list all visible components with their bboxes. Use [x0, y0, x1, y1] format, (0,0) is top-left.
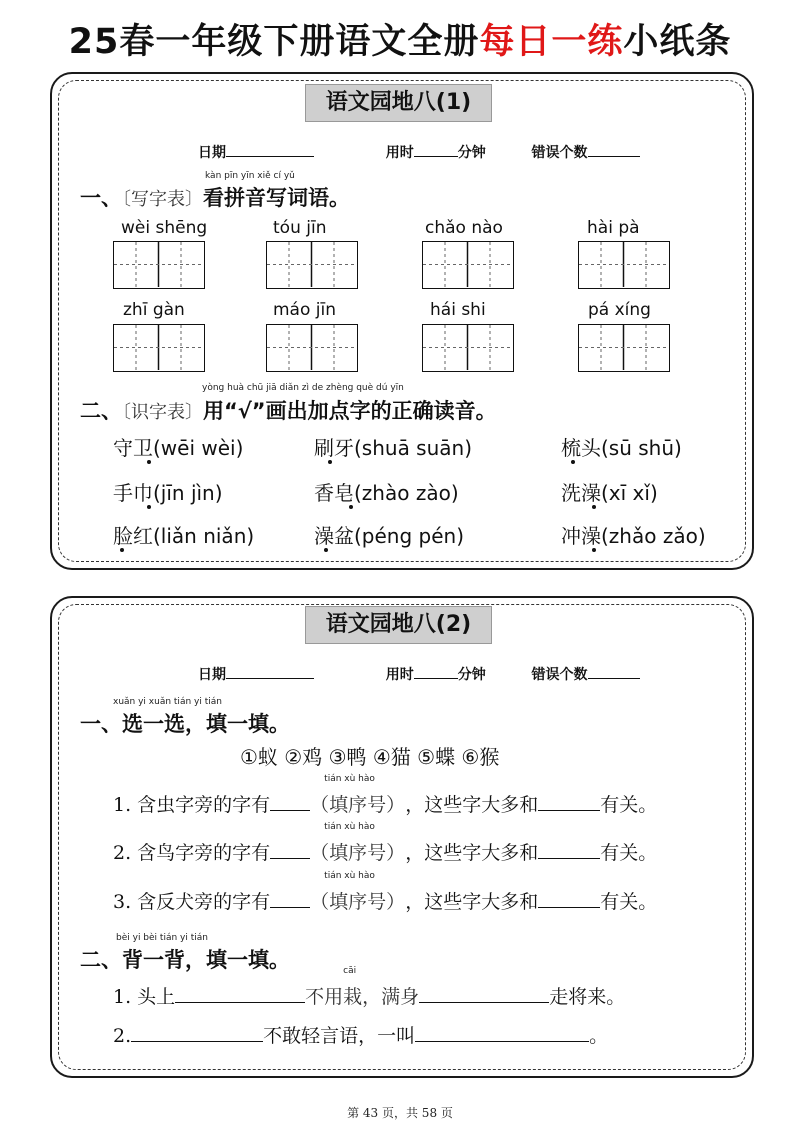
- page-footer: 第 43 页，共 58 页: [347, 1106, 453, 1120]
- answer-blank[interactable]: [270, 840, 310, 859]
- page-title: 25春一年级下册语文全册每日一练小纸条: [68, 22, 732, 62]
- poem-line-1: 1. 头上 cāi 不用栽，满身 走将来。: [113, 966, 626, 1008]
- card2-meta-row: 日期 用时 分钟 错误个数: [198, 664, 640, 684]
- card1-section1-heading: 一、〔写字表〕看拼音写词语。: [80, 186, 350, 210]
- tianzige-answer-box[interactable]: [266, 241, 358, 289]
- emphasis-dot: [147, 460, 151, 464]
- tianzige-answer-box[interactable]: [422, 324, 514, 372]
- answer-blank[interactable]: [538, 792, 600, 811]
- section1-title-pinyin: kàn pīn yīn xiě cí yǔ: [205, 171, 295, 181]
- reading-choice-item[interactable]: 澡盆(péng pén): [314, 524, 465, 548]
- answer-blank[interactable]: [270, 889, 310, 908]
- emphasis-dot: [324, 548, 328, 552]
- tianzige-answer-box[interactable]: [113, 241, 205, 289]
- fill-in-line-3: 3. 含反犬旁的字有 tián xù hào （填序号），这些字大多和 有关。: [113, 871, 658, 913]
- pinyin-word: máo jīn: [273, 300, 337, 320]
- tianzige-answer-box[interactable]: [422, 241, 514, 289]
- section2-title-pinyin: yòng huà chū jiā diǎn zì de zhèng què dú yīn: [202, 383, 404, 393]
- answer-blank[interactable]: [538, 840, 600, 859]
- emphasis-dot: [592, 505, 596, 509]
- tianzige-answer-box[interactable]: [113, 324, 205, 372]
- fill-in-line-2: 2. 含鸟字旁的字有 tián xù hào （填序号），这些字大多和 有关。: [113, 822, 658, 864]
- reading-choice-item[interactable]: 守卫(wēi wèi): [113, 436, 244, 460]
- card1-banner: 语文园地八(1): [305, 84, 492, 122]
- pinyin-word: wèi shēng: [121, 218, 208, 238]
- tianzige-answer-box[interactable]: [578, 241, 670, 289]
- pinyin-word: zhī gàn: [123, 300, 185, 320]
- answer-blank[interactable]: [419, 984, 549, 1003]
- card2-banner: 语文园地八(2): [305, 606, 492, 644]
- emphasis-dot: [147, 505, 151, 509]
- pinyin-word: tóu jīn: [273, 218, 327, 238]
- poem-line-2: 2. 不敢轻言语，一叫 。: [113, 1025, 609, 1047]
- reading-choice-item[interactable]: 香皂(zhào zào): [314, 481, 459, 505]
- reading-choice-item[interactable]: 冲澡(zhǎo zǎo): [561, 524, 706, 548]
- answer-blank[interactable]: [175, 984, 305, 1003]
- reading-choice-item[interactable]: 刷牙(shuā suān): [314, 436, 473, 460]
- reading-choice-item[interactable]: 脸红(liǎn niǎn): [113, 524, 255, 548]
- pinyin-word: pá xíng: [588, 300, 651, 320]
- card2-section1-pinyin: xuǎn yi xuǎn tián yi tián: [113, 697, 222, 707]
- pinyin-word: hái shi: [430, 300, 486, 320]
- character-options: ①蚁 ②鸡 ③鸭 ④猫 ⑤蝶 ⑥猴: [240, 745, 500, 769]
- answer-blank[interactable]: [270, 792, 310, 811]
- answer-blank[interactable]: [131, 1023, 263, 1042]
- card1-section2-heading: 二、〔识字表〕用“√”画出加点字的正确读音。: [80, 399, 497, 423]
- emphasis-dot: [120, 548, 124, 552]
- answer-blank[interactable]: [415, 1023, 589, 1042]
- emphasis-dot: [328, 460, 332, 464]
- pinyin-word: chǎo nào: [425, 218, 503, 238]
- tianzige-answer-box[interactable]: [266, 324, 358, 372]
- emphasis-dot: [592, 548, 596, 552]
- tianzige-answer-box[interactable]: [578, 324, 670, 372]
- reading-choice-item[interactable]: 手巾(jīn jìn): [113, 481, 223, 505]
- card2-section1-heading: 一、选一选，填一填。: [80, 712, 290, 736]
- fill-in-line-1: 1. 含虫字旁的字有 tián xù hào （填序号），这些字大多和 有关。: [113, 774, 658, 816]
- emphasis-dot: [571, 460, 575, 464]
- pinyin-word: hài pà: [587, 218, 640, 238]
- card2-section2-heading: 二、背一背，填一填。: [80, 948, 290, 972]
- answer-blank[interactable]: [538, 889, 600, 908]
- reading-choice-item[interactable]: 梳头(sū shū): [561, 436, 682, 460]
- emphasis-dot: [349, 505, 353, 509]
- card1-meta-row: 日期 用时 分钟 错误个数: [198, 142, 640, 162]
- card2-section2-pinyin: bèi yi bèi tián yi tián: [116, 933, 208, 943]
- reading-choice-item[interactable]: 洗澡(xī xǐ): [561, 481, 658, 505]
